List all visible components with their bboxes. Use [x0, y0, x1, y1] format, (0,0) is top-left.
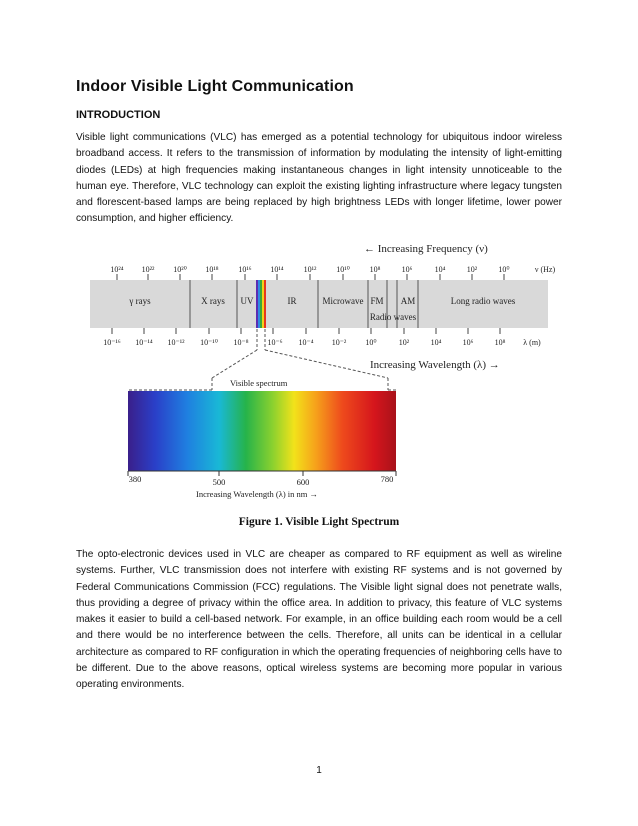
band-microwave: Microwave: [322, 296, 364, 306]
band-uv: UV: [240, 296, 254, 306]
band-long-radio: Long radio waves: [450, 296, 516, 306]
wavelength-tick: 10⁻²: [331, 338, 347, 347]
visible-spectrum-bar: [128, 391, 396, 471]
section-heading: INTRODUCTION: [76, 109, 161, 121]
wavelength-tick: 10⁻¹²: [167, 338, 185, 347]
frequency-tick: 10⁰: [498, 265, 510, 274]
wavelength-tick: 10⁻¹⁶: [103, 338, 121, 347]
wavelength-tick: 10⁴: [430, 338, 442, 347]
frequency-tick: 10⁴: [434, 265, 446, 274]
wavelength-tick: 10⁻¹⁴: [135, 338, 153, 347]
frequency-tick: 10²⁰: [173, 265, 187, 274]
frequency-tick: 10¹⁸: [205, 265, 219, 274]
frequency-tick: 10⁶: [401, 265, 413, 274]
wavelength-tick: 10⁶: [462, 338, 474, 347]
wavelength-tick: 10⁻⁸: [233, 338, 249, 347]
wavelength-tick: 10⁻¹⁰: [200, 338, 218, 347]
wavelength-tick: 10⁻⁶: [267, 338, 283, 347]
band-xray: X rays: [201, 296, 225, 306]
visible-tick: 500: [212, 477, 226, 487]
visible-tick: 380: [128, 474, 142, 484]
body-paragraph: The opto-electronic devices used in VLC are cheaper as compared to RF equipment as well as wireline systems. Further, VLC transmission does not interfere with existing RF systems and is not governed by Federal Communications Commission (FCC) regulations. The Visible light signal does not penetrate walls, thus providing a degree of privacy within the office area. In addition to privacy, this feature of VLC systems makes it easier to build a cell-based network. For example, in an office building each room would be a cell and there would be no interference between the cells. Therefore, all units can be identical in a cellular architecture as compared to RF configuration in which the operating frequencies of neighboring cells have to be different. Due to the above reasons, optical wireless systems are becoming more popular in various operating environments.: [76, 549, 562, 691]
frequency-tick: 10¹⁰: [336, 265, 350, 274]
intro-paragraph: Visible light communications (VLC) has emerged as a potential technology for ubiquitous indoor wireless broadband access. It refers to the transmission of information by modulating the intensity of light-emitting diodes (LEDs) at high frequencies making instantaneous changes in light intensity unnoticeable to the human eye. Therefore, VLC technology can exploit the existing lighting infrastructure where legacy tungsten and florescent-based lamps are being replaced by high brightness LEDs with longer lifetime, lower power consumption, and higher efficiency.: [76, 132, 562, 225]
wavelength-tick: 10⁻⁴: [298, 338, 314, 347]
band-gamma: γ rays: [129, 296, 151, 306]
wavelength-axis-label: Increasing Wavelength (λ) →: [370, 359, 500, 371]
visible-tick: 780: [380, 474, 394, 484]
page-number: 1: [316, 765, 322, 776]
figure-caption: Figure 1. Visible Light Spectrum: [238, 516, 400, 528]
frequency-tick: 10²²: [141, 265, 155, 274]
band-ir: IR: [287, 296, 297, 306]
frequency-unit: ν (Hz): [534, 265, 556, 274]
wavelength-tick: 10⁸: [494, 338, 506, 347]
visible-tick: 600: [296, 477, 310, 487]
frequency-tick: 10²: [466, 265, 478, 274]
frequency-tick: 10⁸: [369, 265, 381, 274]
wavelength-tick: 10⁰: [365, 338, 377, 347]
wavelength-unit: λ (m): [523, 338, 541, 347]
frequency-tick: 10¹⁶: [238, 265, 252, 274]
frequency-tick: 10²⁴: [110, 265, 124, 274]
frequency-tick: 10¹⁴: [270, 265, 284, 274]
band-fm: FM: [370, 296, 384, 306]
frequency-tick: 10¹²: [303, 265, 317, 274]
wavelength-tick: 10²: [398, 338, 410, 347]
band-radio: Radio waves: [369, 312, 417, 322]
frequency-axis-label: ← Increasing Frequency (ν): [364, 243, 488, 255]
document-title: Indoor Visible Light Communication: [76, 78, 354, 95]
visible-spectrum-label: Visible spectrum: [230, 378, 288, 388]
visible-axis-label: Increasing Wavelength (λ) in nm →: [196, 489, 319, 499]
band-am: AM: [400, 296, 416, 306]
